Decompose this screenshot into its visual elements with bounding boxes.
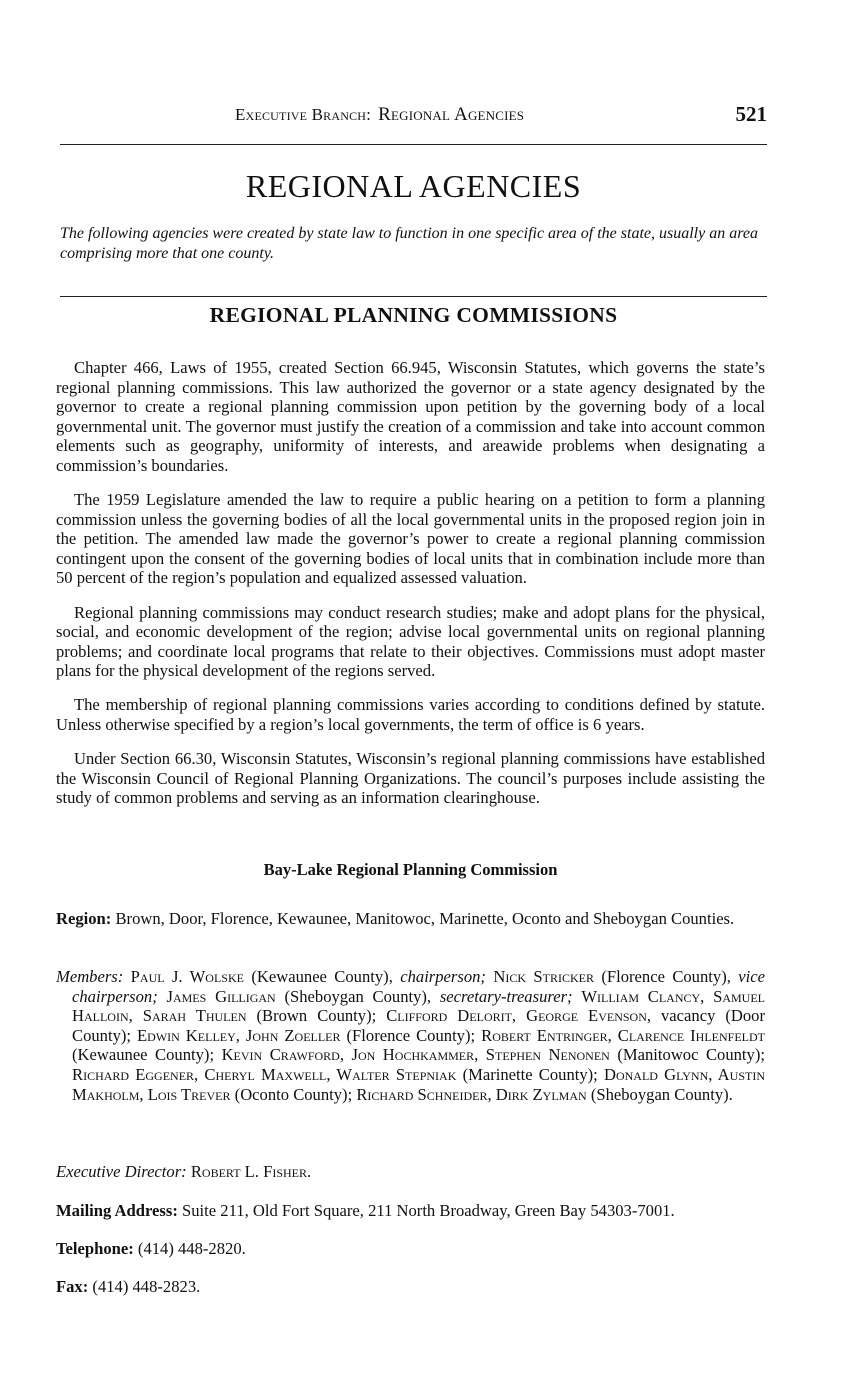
address-entry [56, 1201, 765, 1221]
member-name: Robert Entringer, Clarence Ihlenfeldt [481, 1025, 766, 1045]
commission-name: Bay-Lake Regional Planning Commission [263, 860, 558, 879]
telephone-entry [56, 1239, 765, 1259]
member-name: James Gilligan [166, 986, 276, 1006]
member-county: (Brown County); [246, 1006, 387, 1026]
section-title: REGIONAL PLANNING COMMISSIONS [209, 303, 618, 327]
member-county: (Manitowoc County); [609, 1045, 765, 1065]
member-name: Nick Stricker [493, 967, 594, 986]
member-county: (Florence County), [593, 967, 739, 986]
section-rule [60, 296, 767, 297]
member-name: Edwin Kelley, John Zoeller [137, 1025, 341, 1045]
member-role: chairperson; [400, 967, 486, 986]
member-county: (Oconto County); [230, 1084, 357, 1104]
running-head-branch: Executive Branch: [235, 105, 372, 124]
member-county: (Florence County); [340, 1025, 482, 1045]
intro-text: The following agencies were created by state law to function in one specific area of the state, usually an area comprising more that one county. [60, 225, 758, 262]
member-name: William Clancy, Samuel Halloin, Sarah Thulen [72, 986, 765, 1026]
running-head [60, 100, 767, 132]
member-name: Richard Eggener, Cheryl Maxwell, Walter Stepniak [72, 1064, 457, 1084]
header-rule [60, 144, 767, 145]
paragraph: The membership of regional planning commissions varies according to conditions defined by statute. Unless otherwise specified by a region’s local governments, the term of office is 6 years. [56, 695, 765, 734]
page-title: REGIONAL AGENCIES [245, 168, 582, 204]
telephone-value: (414) 448-2820. [137, 1239, 246, 1258]
paragraph: Under Section 66.30, Wisconsin Statutes, Wisconsin’s regional planning commissions have established the Wisconsin Council of Regional Planning Organizations. The council’s purposes include assisting the study of common problems and serving as an information clearinghouse. [56, 749, 765, 808]
member-name: Donald Glynn, Austin Makholm, Lois Trever [72, 1064, 765, 1104]
region-entry [56, 909, 765, 929]
fax-value: (414) 448-2823. [92, 1277, 201, 1296]
member-name: Clifford Delorit, George Evenson, [386, 1006, 652, 1026]
body-text [56, 358, 765, 822]
address-label: Mailing Address: [56, 1201, 178, 1220]
member-county: (Kewaunee County); [72, 1045, 222, 1065]
director-name: Robert L. Fisher. [190, 1162, 312, 1181]
members-entry [56, 967, 765, 1104]
director-entry [56, 1162, 765, 1182]
paragraph: The 1959 Legislature amended the law to require a public hearing on a petition to form a planning commission unless the governing bodies of all the local governmental units in the proposed region join in the petition. The amended law made the governor’s power to create a regional planning commission contingent upon the consent of the governing bodies of local units that in combination include more than 50 percent of the region’s population and equalized assessed valuation. [56, 490, 765, 588]
director-label: Executive Director: [56, 1162, 187, 1181]
member-county: (Sheboygan County). [586, 1084, 733, 1104]
member-role: secretary-treasurer; [439, 986, 573, 1006]
member-county: (Marinette County); [456, 1064, 604, 1084]
region-value: Brown, Door, Florence, Kewaunee, Manitowoc, Marinette, Oconto and Sheboygan Counties. [115, 909, 735, 928]
running-head-text [235, 104, 524, 126]
member-name: Paul J. Wolske [130, 967, 244, 986]
fax-label: Fax: [56, 1277, 89, 1296]
fax-entry [56, 1277, 765, 1297]
member-role: vice chairperson; [72, 967, 765, 1006]
address-value: Suite 211, Old Fort Square, 211 North Broadway, Green Bay 54303-7001. [182, 1201, 675, 1220]
page-number: 521 [735, 102, 767, 126]
member-county: vacancy (Door County); [72, 1006, 765, 1045]
member-county: (Sheboygan County), [275, 986, 440, 1006]
running-head-section: Regional Agencies [378, 104, 525, 125]
paragraph: Chapter 466, Laws of 1955, created Section 66.945, Wisconsin Statutes, which governs the state’s regional planning commissions. This law authorized the governor or a state agency designated by the governor to create a regional planning commission upon petition by the governing body of a local governmental unit. The governor must justify the creation of a commission and take into account common elements such as geography, uniformity of interests, and areawide problems when designating a commission’s boundaries. [56, 358, 765, 475]
spacer-text [158, 987, 167, 1006]
member-county: (Kewaunee County), [243, 967, 401, 986]
member-name: Kevin Crawford, Jon Hochkammer, Stephen Nenonen [221, 1045, 610, 1065]
telephone-label: Telephone: [56, 1239, 134, 1258]
paragraph: Regional planning commissions may conduct research studies; make and adopt plans for the physical, social, and economic development of the region; advise local governmental units on regional planning problems; and coordinate local programs that relate to their objectives. Commissions must adopt master plans for the physical development of the regions served. [56, 602, 765, 681]
members-label: Members: [56, 967, 124, 986]
region-label: Region: [56, 909, 112, 928]
member-name: Richard Schneider, Dirk Zylman [356, 1084, 587, 1104]
